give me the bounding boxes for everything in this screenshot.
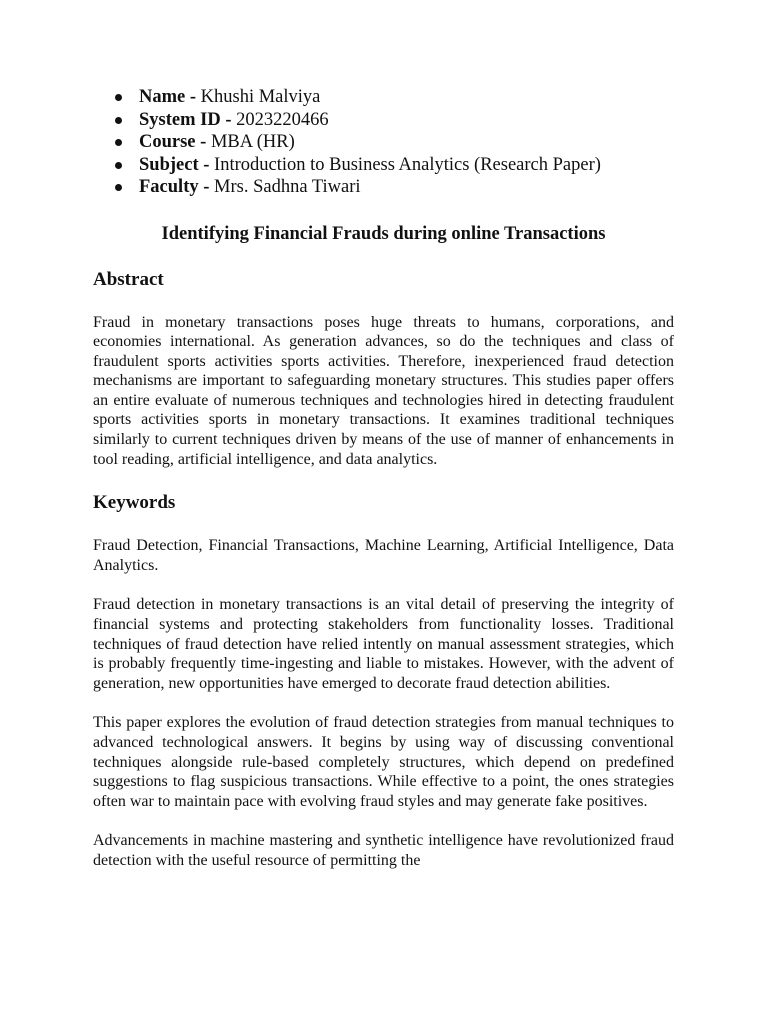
- info-value: Mrs. Sadhna Tiwari: [214, 177, 361, 197]
- info-separator: -: [220, 109, 237, 130]
- info-separator: -: [185, 87, 201, 107]
- keywords-heading: Keywords: [93, 492, 176, 514]
- bullet-icon: [115, 139, 122, 146]
- info-item-subject: [115, 154, 674, 177]
- info-item-name: [115, 86, 674, 109]
- bullet-icon: [115, 162, 122, 169]
- bullet-icon: [115, 184, 122, 191]
- info-value: Khushi Malviya: [200, 87, 321, 107]
- abstract-text: Fraud in monetary transactions poses huge threats to humans, corporations, and economies international. As generation advances, so do the techniques and class of fraudulent sports activities sports activities. Therefore, inexperienced fraud detection mechanisms are important to safeguarding monetary structures. This studies paper offers an entire evaluate of numerous techniques and technologies hired in detecting fraudulent sports activities sports in monetary transactions. It examines traditional techniques similarly to current techniques driven by means of the use of manner of enhancements in tool reading, artificial intelligence, and data analytics.: [93, 313, 674, 468]
- info-label: System ID: [139, 109, 221, 130]
- body-paragraph: Fraud detection in monetary transactions is an vital detail of preserving the integrity of financial systems and protecting stakeholders from functionality losses. Traditional techniques of fraud detection have relied intently on manual assessment strategies, which is probably frequently time-ingesting and liable to mistakes. However, with the advent of generation, new opportunities have emerged to decorate fraud detection abilities.: [93, 596, 674, 692]
- info-value: Introduction to Business Analytics (Research Paper): [214, 154, 601, 175]
- keywords-text: Fraud Detection, Financial Transactions, Machine Learning, Artificial Intelligence, Data Analytics.: [93, 537, 674, 574]
- body-paragraph: This paper explores the evolution of fraud detection strategies from manual techniques to advanced technological answers. It begins by using way of discussing conventional techniques alongside rule-based completely structures, which depend on predefined suggestions to flag suspicious transactions. While effective to a point, the ones strategies often war to maintain pace with evolving fraud styles and may generate fake positives.: [93, 714, 674, 810]
- info-label: Subject: [139, 154, 199, 175]
- info-value: MBA (HR): [210, 132, 295, 152]
- info-item-faculty: [115, 176, 674, 199]
- info-separator: -: [198, 154, 215, 175]
- info-item-course: [115, 131, 674, 154]
- bullet-icon: [115, 117, 122, 124]
- body-paragraph: Advancements in machine mastering and synthetic intelligence have revolutionized fraud detection with the useful resource of permitting the: [93, 832, 674, 869]
- info-separator: -: [195, 132, 211, 152]
- bullet-icon: [115, 94, 122, 101]
- info-label: Course: [139, 132, 196, 152]
- paper-title: Identifying Financial Frauds during online Transactions: [161, 223, 606, 244]
- student-info-list: [93, 86, 674, 199]
- info-value: 2023220466: [236, 109, 329, 130]
- info-item-system-id: [115, 109, 674, 132]
- info-label: Name: [139, 87, 186, 107]
- info-separator: -: [198, 177, 215, 197]
- info-label: Faculty: [139, 177, 199, 197]
- abstract-heading: Abstract: [93, 268, 164, 290]
